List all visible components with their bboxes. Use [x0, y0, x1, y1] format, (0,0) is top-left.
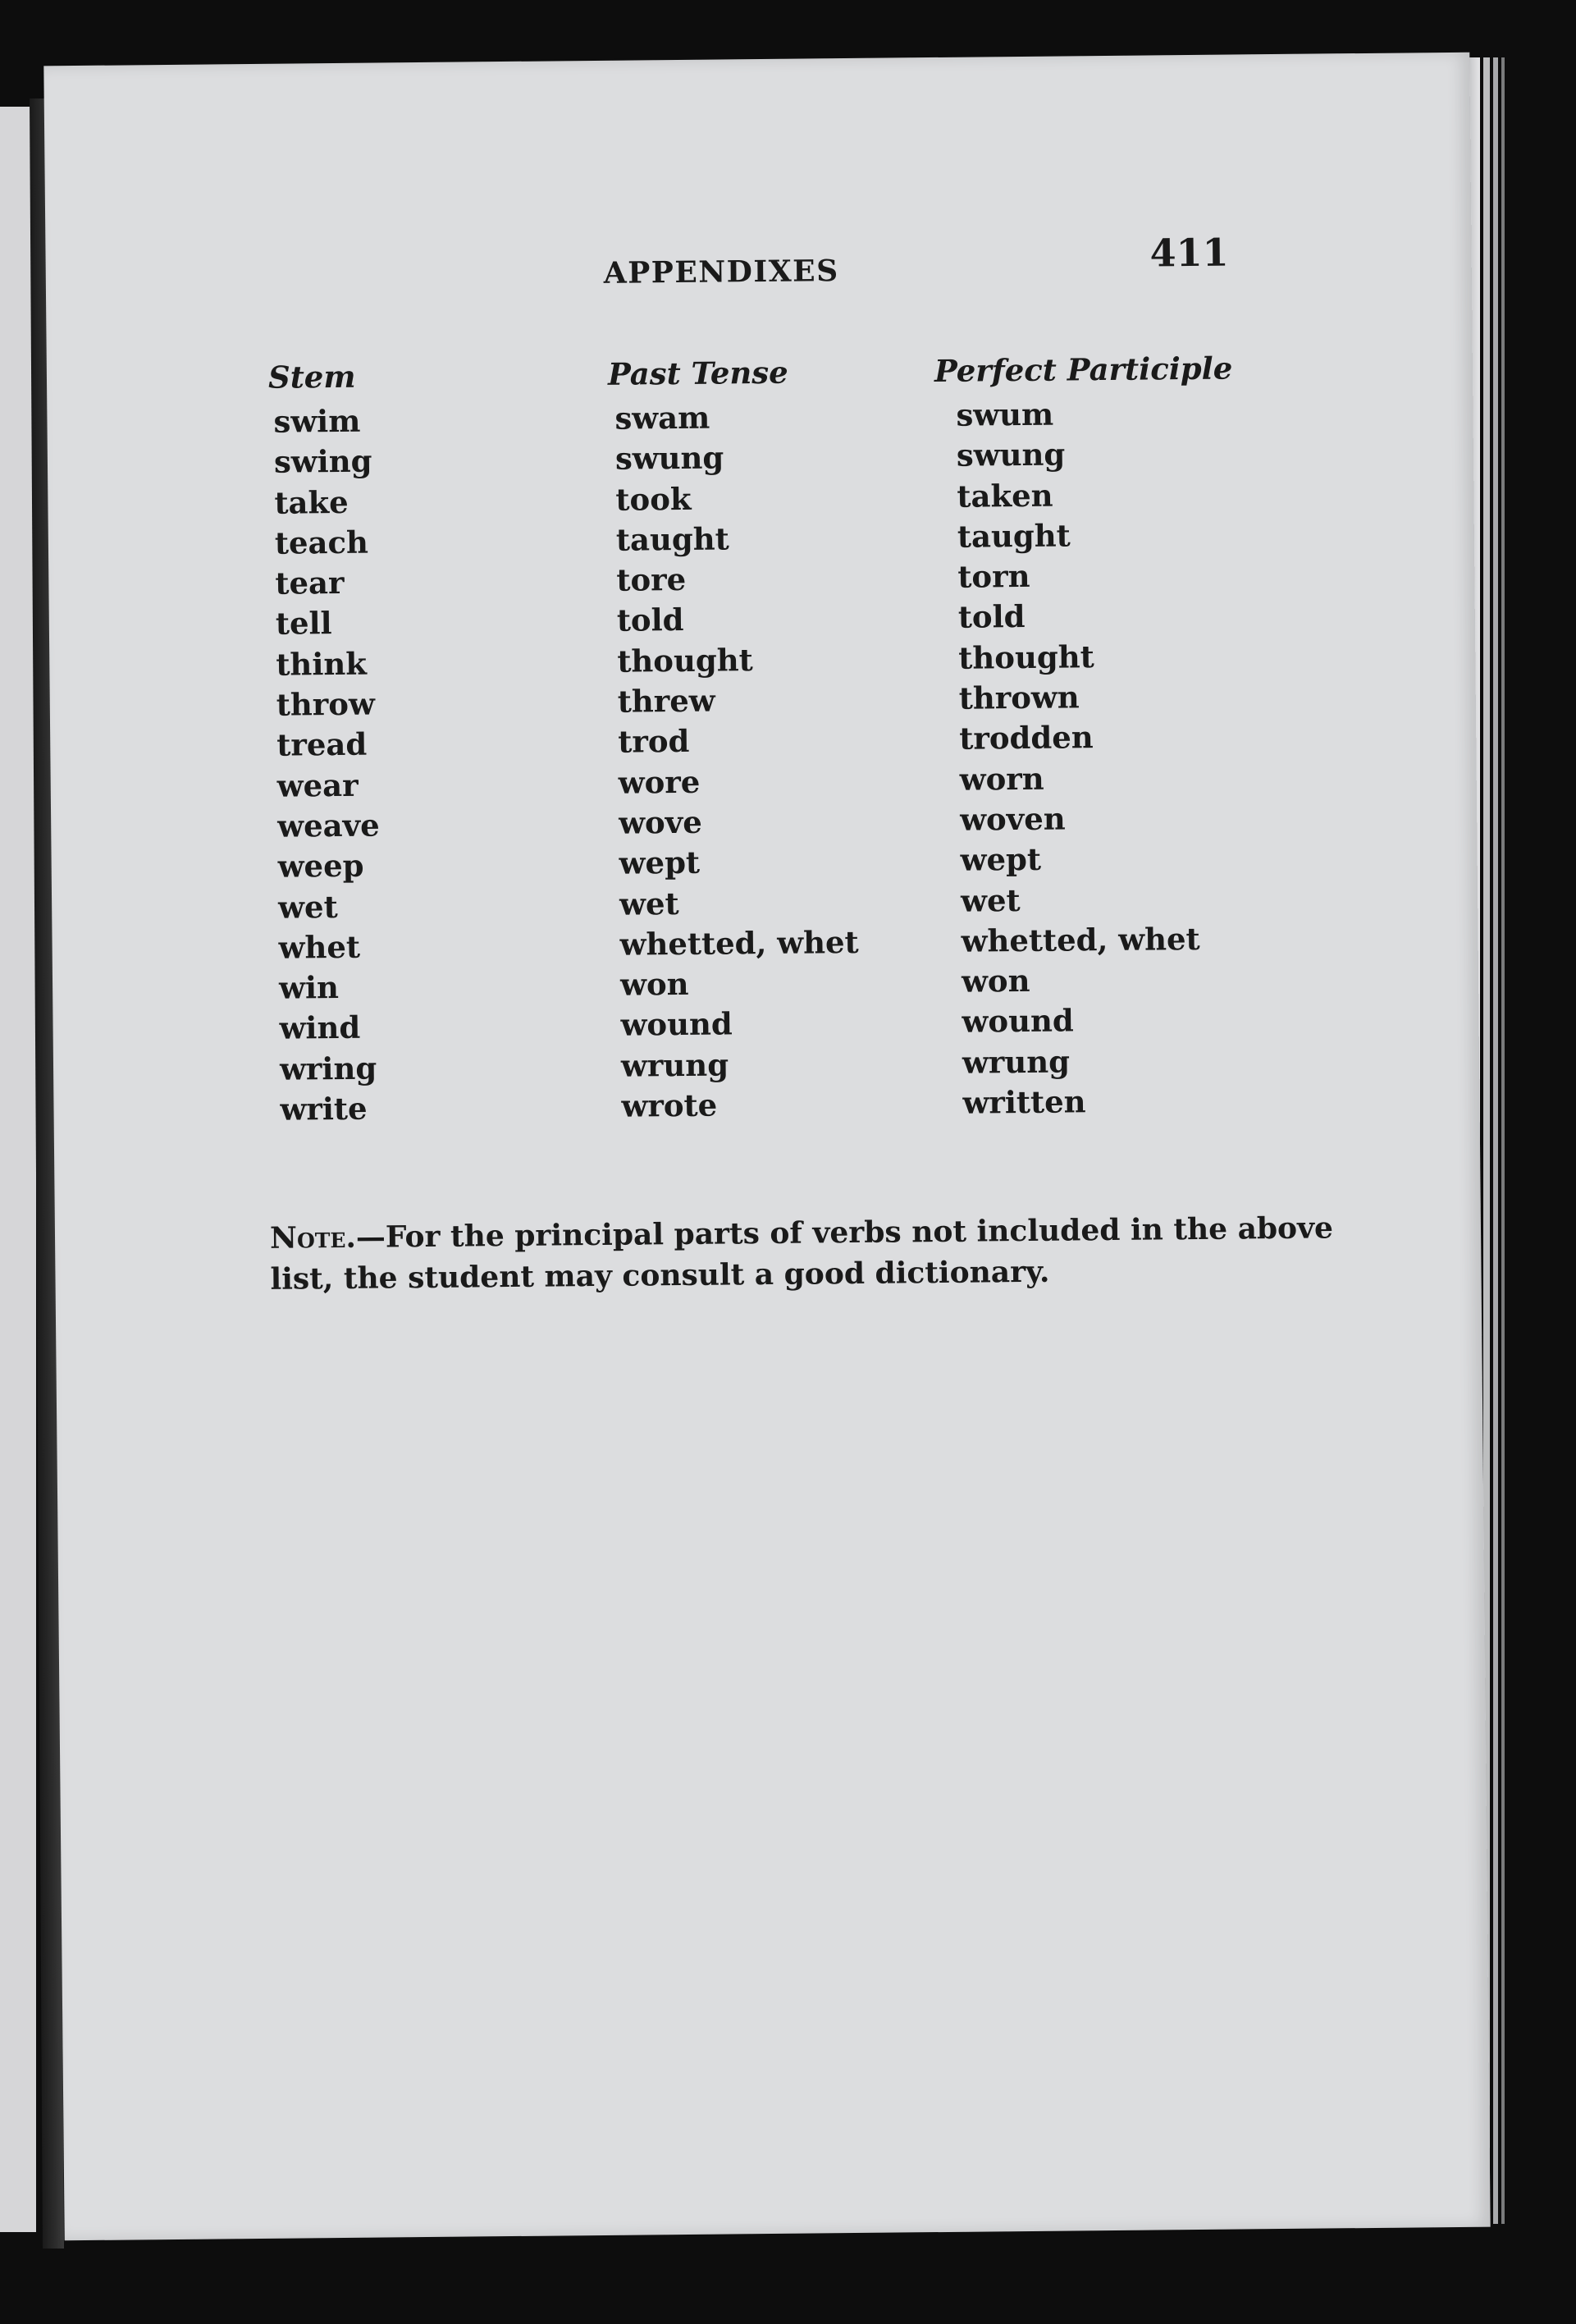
verb-form: weave — [277, 807, 380, 844]
verb-list — [605, 396, 861, 1127]
verb-form: swung — [956, 436, 1066, 474]
column-heading: Past Tense — [607, 354, 788, 392]
verb-form: swim — [273, 402, 361, 440]
column-heading: Perfect Participle — [934, 350, 1233, 389]
verb-form: swung — [614, 439, 724, 478]
verb-form: wear — [276, 766, 359, 804]
verb-form: tell — [275, 605, 332, 643]
verb-list — [268, 401, 382, 1131]
page-edge — [1501, 57, 1505, 2224]
verb-form: taken — [957, 477, 1053, 515]
verb-form: written — [962, 1083, 1086, 1121]
verb-form: tread — [276, 726, 368, 764]
past-tense-column — [605, 354, 861, 1127]
verb-form: wrote — [621, 1087, 718, 1124]
verb-form: wore — [618, 763, 701, 801]
perfect-participle-column — [934, 350, 1240, 1124]
column-heading: Stem — [267, 358, 356, 396]
verb-form: taught — [957, 517, 1071, 555]
facing-page-edge — [0, 107, 36, 2232]
verb-form: wet — [277, 888, 338, 926]
verb-form: told — [616, 602, 684, 639]
verb-form: think — [276, 645, 368, 683]
verb-form: whetted, whet — [961, 920, 1200, 959]
verb-form: win — [278, 969, 340, 1006]
verb-form: swing — [273, 442, 372, 481]
verb-list — [934, 393, 1240, 1124]
verb-form: wind — [279, 1009, 361, 1047]
verb-form: took — [615, 480, 692, 518]
verb-form: whetted, whet — [619, 923, 859, 963]
note-label: Note. — [269, 1219, 357, 1256]
verb-form: swam — [614, 399, 710, 437]
verb-form: worn — [959, 760, 1044, 798]
verb-form: take — [274, 483, 349, 521]
verb-form: swum — [956, 396, 1054, 433]
verb-form: thought — [617, 641, 753, 679]
verb-form: wept — [619, 844, 701, 881]
verb-form: tore — [616, 561, 687, 598]
verb-form: throw — [276, 685, 376, 723]
verb-form: threw — [617, 682, 715, 720]
verb-form: told — [957, 598, 1026, 636]
verb-form: torn — [957, 558, 1030, 595]
page-number: 411 — [1149, 230, 1229, 276]
page-edge — [1493, 57, 1498, 2224]
verb-form: wound — [962, 1002, 1074, 1041]
page-content — [43, 53, 1490, 2241]
verb-form: trod — [618, 723, 690, 761]
verb-form: wrung — [620, 1046, 729, 1084]
verb-form: taught — [615, 520, 729, 558]
verb-form: weep — [277, 847, 364, 885]
verb-form: teach — [274, 524, 369, 561]
note-text: —For the principal parts of verbs not included in the above list, the student may consult a good dictionary. — [270, 1210, 1334, 1297]
verb-form: wept — [960, 841, 1042, 878]
verb-form: wet — [960, 881, 1021, 919]
verb-form: wove — [618, 803, 702, 841]
verb-form: won — [961, 963, 1030, 1000]
footnote — [270, 1207, 1354, 1300]
verb-form: wring — [279, 1050, 377, 1087]
book-page — [43, 53, 1490, 2241]
verb-form: thought — [958, 638, 1094, 676]
verb-form: thrown — [958, 679, 1080, 716]
verb-form: wet — [619, 885, 679, 922]
running-head: APPENDIXES — [603, 254, 839, 290]
verb-form: won — [619, 966, 689, 1003]
verb-form: wound — [620, 1005, 733, 1044]
verb-form: trodden — [959, 719, 1094, 757]
verb-form: whet — [278, 928, 361, 966]
verb-form: write — [280, 1090, 368, 1128]
verb-form: woven — [959, 800, 1066, 838]
verb-form: tear — [275, 565, 345, 602]
verb-form: wrung — [962, 1043, 1071, 1081]
stem-column — [268, 359, 382, 1131]
